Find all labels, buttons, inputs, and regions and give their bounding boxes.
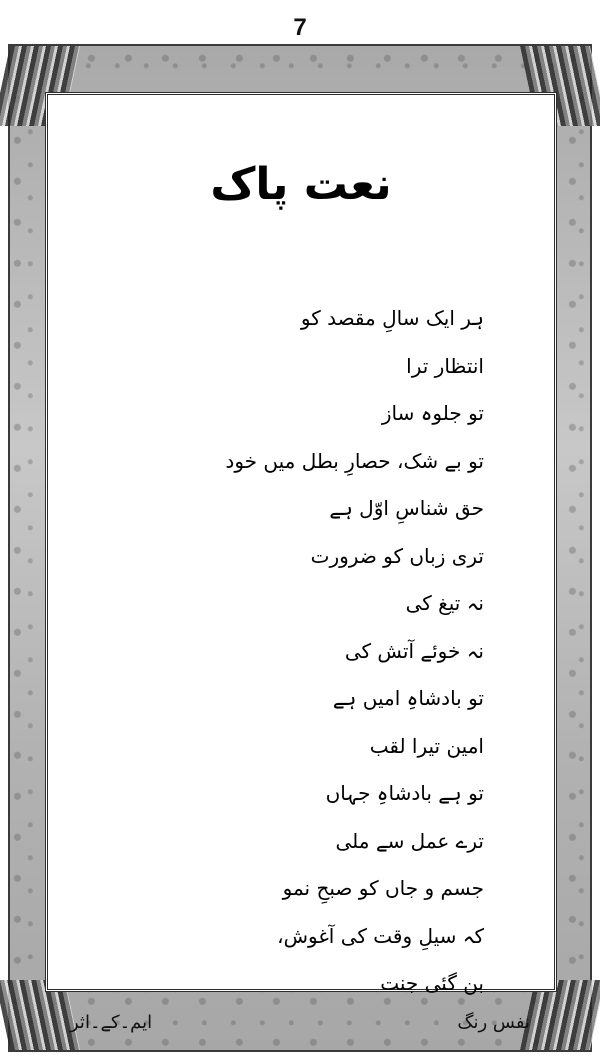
verse-line: تو بادشاہِ امیں ہے xyxy=(332,686,484,710)
verse-line: بن گئی جنت xyxy=(380,971,484,995)
verse-line: تو ہے بادشاہِ جہاں xyxy=(325,781,484,805)
footer-author: ایم۔کے۔اثر xyxy=(70,1012,153,1033)
poem-title: نعت پاک xyxy=(210,159,392,210)
page-number: 7 xyxy=(293,14,307,41)
verse-list xyxy=(104,295,484,1008)
verse-line: نہ خوئے آتش کی xyxy=(344,638,484,663)
verse-line: امین تیرا لقب xyxy=(369,733,484,758)
verse-line: حق شناسِ اوّل ہے xyxy=(329,496,484,520)
verse-line: انتظار ترا xyxy=(406,353,484,378)
verse-line: کہ سیلِ وقت کی آغوش، xyxy=(277,923,484,948)
footer-book-title: نفس رنگ xyxy=(457,1012,530,1033)
page-footer xyxy=(70,1012,530,1042)
verse-line: تری زباں کو ضرورت xyxy=(310,543,484,568)
verse-line: ہر ایک سالِ مقصد کو xyxy=(300,306,484,330)
verse-line: ترے عمل سے ملی xyxy=(335,828,484,853)
verse-line: تو جلوہ ساز xyxy=(381,401,484,425)
text-panel xyxy=(45,92,557,995)
verse-line: تو بے شک، حصارِ بطل میں خود xyxy=(225,448,484,473)
verse-line: جسم و جاں کو صبحِ نمو xyxy=(282,876,484,900)
verse-line: نہ تیغ کی xyxy=(405,591,484,615)
decorative-frame xyxy=(8,44,592,1052)
